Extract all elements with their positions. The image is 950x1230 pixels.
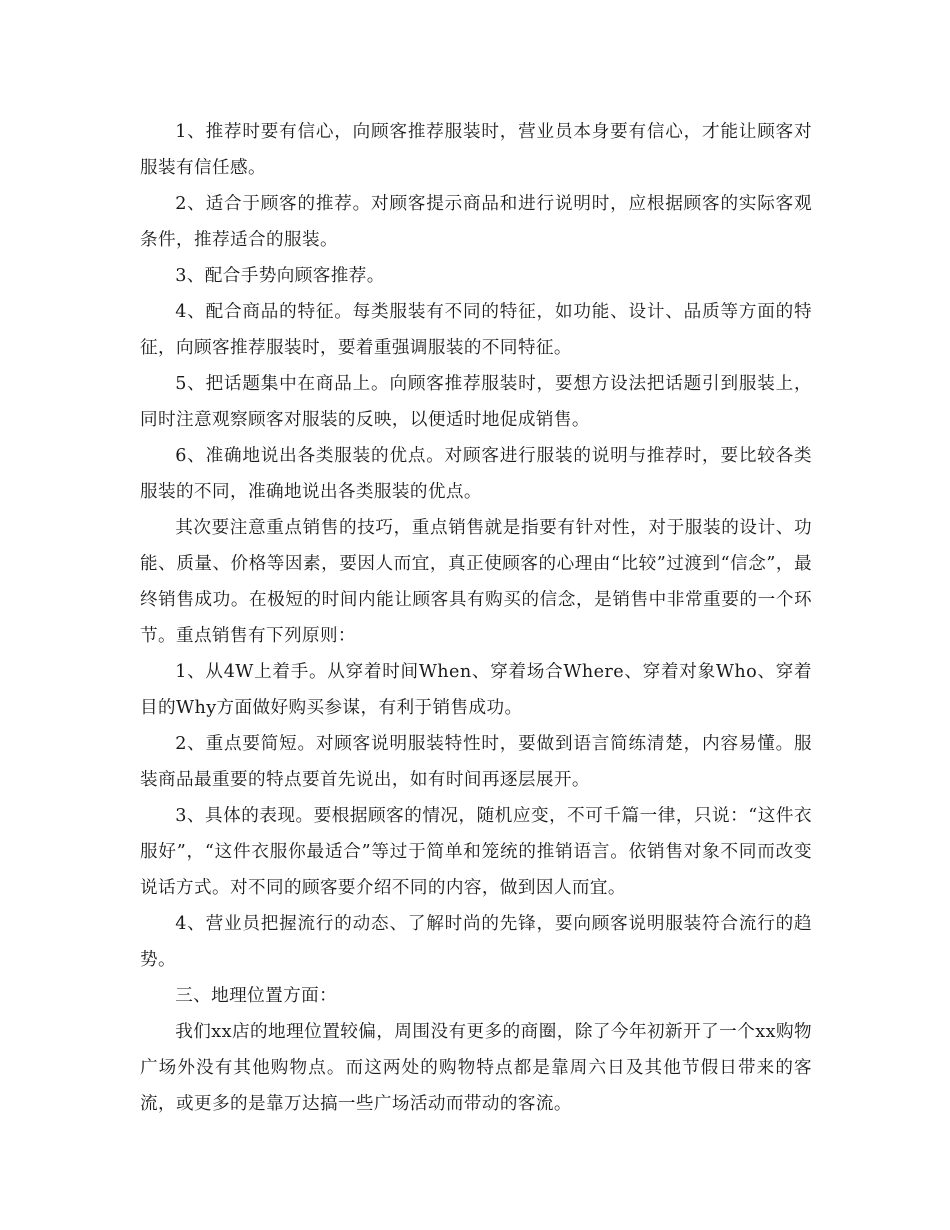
paragraph-principle-brief: 2、重点要简短。对顾客说明服装特性时，要做到语言简练清楚，内容易懂。服装商品最重要的特点要首先说出，如有时间再逐层展开。 <box>140 734 812 790</box>
paragraph-tip-gesture: 3、配合手势向顾客推荐。 <box>175 266 385 286</box>
paragraph-principle-specific: 3、具体的表现。要根据顾客的情况，随机应变，不可千篇一律，只说：“这件衣服好”，“这件衣服你最适合”等过于简单和笼统的推销语言。依销售对象不同而改变说话方式。对不同的顾客要介绍不同的内容，做到因人而宜。 <box>140 806 812 898</box>
paragraph-tip-confidence: 1、推荐时要有信心，向顾客推荐服装时，营业员本身要有信心，才能让顾客对服装有信任感。 <box>140 122 812 178</box>
document-body <box>140 114 812 1122</box>
paragraph-tip-focus-topic: 5、把话题集中在商品上。向顾客推荐服装时，要想方设法把话题引到服装上，同时注意观察顾客对服装的反映，以便适时地促成销售。 <box>140 374 812 430</box>
paragraph-principle-trend: 4、营业员把握流行的动态、了解时尚的先锋，要向顾客说明服装符合流行的趋势。 <box>140 914 812 970</box>
paragraph-tip-advantages: 6、准确地说出各类服装的优点。对顾客进行服装的说明与推荐时，要比较各类服装的不同，准确地说出各类服装的优点。 <box>140 446 812 502</box>
paragraph-location-description: 我们xx店的地理位置较偏，周围没有更多的商圈，除了今年初新开了一个xx购物广场外没有其他购物点。而这两处的购物特点都是靠周六日及其他节假日带来的客流，或更多的是靠万达搞一些广场活动而带动的客流。 <box>140 1022 812 1114</box>
paragraph-tip-features: 4、配合商品的特征。每类服装有不同的特征，如功能、设计、品质等方面的特征，向顾客推荐服装时，要着重强调服装的不同特征。 <box>140 302 812 358</box>
section-heading-location: 三、地理位置方面： <box>175 986 338 1006</box>
paragraph-principle-4w: 1、从4W上着手。从穿着时间When、穿着场合Where、穿着对象Who、穿着目的Why方面做好购买参谋，有利于销售成功。 <box>140 662 812 718</box>
paragraph-tip-suitable: 2、适合于顾客的推荐。对顾客提示商品和进行说明时，应根据顾客的实际客观条件，推荐适合的服装。 <box>140 194 812 250</box>
paragraph-key-selling-intro: 其次要注意重点销售的技巧，重点销售就是指要有针对性，对于服装的设计、功能、质量、价格等因素，要因人而宜，真正使顾客的心理由“比较”过渡到“信念”，最终销售成功。在极短的时间内能让顾客具有购买的信念，是销售中非常重要的一个环节。重点销售有下列原则： <box>140 518 812 646</box>
